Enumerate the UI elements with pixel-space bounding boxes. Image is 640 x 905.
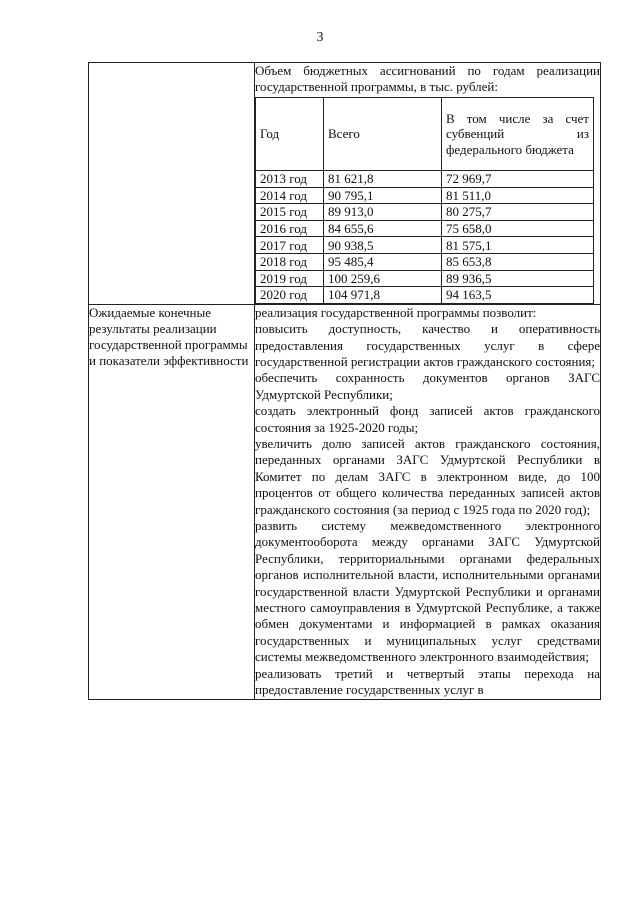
year-cell: 2015 год <box>256 204 324 221</box>
results-paragraph: реализовать третий и четвертый этапы перехода на предоставление государственных услуг в <box>255 665 600 698</box>
subvention-cell: 81 511,0 <box>442 187 594 204</box>
table-row <box>256 287 594 304</box>
results-label: Ожидаемые конечные результаты реализации государственной программы и показатели эффективности <box>89 304 255 699</box>
budget-header-row <box>256 98 594 171</box>
subvention-cell: 94 163,5 <box>442 287 594 304</box>
total-cell: 90 795,1 <box>324 187 442 204</box>
year-cell: 2020 год <box>256 287 324 304</box>
page-number: 3 <box>316 30 324 45</box>
year-cell: 2019 год <box>256 270 324 287</box>
budget-intro: Объем бюджетных ассигнований по годам реализации государственной программы, в тыс. рублей: <box>255 63 600 94</box>
results-text <box>255 305 600 699</box>
total-cell: 95 485,4 <box>324 253 442 270</box>
table-row <box>256 253 594 270</box>
budget-content-cell <box>255 63 601 305</box>
table-row <box>256 237 594 254</box>
results-paragraph: реализация государственной программы позволит: <box>255 304 537 320</box>
header-year: Год <box>256 98 324 171</box>
total-cell: 84 655,6 <box>324 220 442 237</box>
results-paragraph: обеспечить сохранность документов органов ЗАГС Удмуртской Республики; <box>255 370 600 402</box>
results-paragraph: увеличить долю записей актов гражданского состояния, переданных органами ЗАГС Удмуртской Республики в Комитет по делам ЗАГС в электронном виде, до 100 процентов от общего количества переданных записей актов гражданского состояния (за период с 1925 года по 2020 год); <box>255 436 600 517</box>
year-cell: 2017 год <box>256 237 324 254</box>
table-row <box>256 171 594 188</box>
total-cell: 81 621,8 <box>324 171 442 188</box>
total-cell: 100 259,6 <box>324 270 442 287</box>
table-row <box>256 204 594 221</box>
subvention-cell: 81 575,1 <box>442 237 594 254</box>
total-cell: 89 913,0 <box>324 204 442 221</box>
results-paragraph: повысить доступность, качество и оперативность предоставления государственных услуг в сфере государственной регистрации актов гражданского состояния; <box>255 321 600 369</box>
subvention-cell: 75 658,0 <box>442 220 594 237</box>
subvention-cell: 85 653,8 <box>442 253 594 270</box>
table-row <box>256 270 594 287</box>
subvention-cell: 72 969,7 <box>442 171 594 188</box>
total-cell: 104 971,8 <box>324 287 442 304</box>
table-row <box>256 187 594 204</box>
table-row <box>256 220 594 237</box>
results-paragraph: развить систему межведомственного электронного документооборота между органами ЗАГС Удмуртской Республики, территориальными органами федеральных органов исполнительной власти, исполнительными органами государственной власти Удмуртской Республики и органами местного самоуправления в Удмуртской Республике, а также обмен документами и информацией в рамках оказания государственных и муниципальных услуг средствами системы межведомственного электронного взаимодействия; <box>255 518 600 665</box>
budget-row <box>89 63 601 305</box>
header-total: Всего <box>324 98 442 171</box>
year-cell: 2014 год <box>256 187 324 204</box>
header-subvention: В том числе за счет субвенций из федерального бюджета <box>442 98 594 171</box>
total-cell: 90 938,5 <box>324 237 442 254</box>
results-row <box>89 304 601 699</box>
year-cell: 2016 год <box>256 220 324 237</box>
budget-table <box>255 97 594 304</box>
results-paragraph: создать электронный фонд записей актов гражданского состояния за 1925-2020 годы; <box>255 403 600 435</box>
subvention-cell: 89 936,5 <box>442 270 594 287</box>
results-content-cell <box>255 304 601 699</box>
passport-table <box>88 62 601 700</box>
budget-label-cell <box>89 63 255 305</box>
subvention-cell: 80 275,7 <box>442 204 594 221</box>
year-cell: 2013 год <box>256 171 324 188</box>
year-cell: 2018 год <box>256 253 324 270</box>
